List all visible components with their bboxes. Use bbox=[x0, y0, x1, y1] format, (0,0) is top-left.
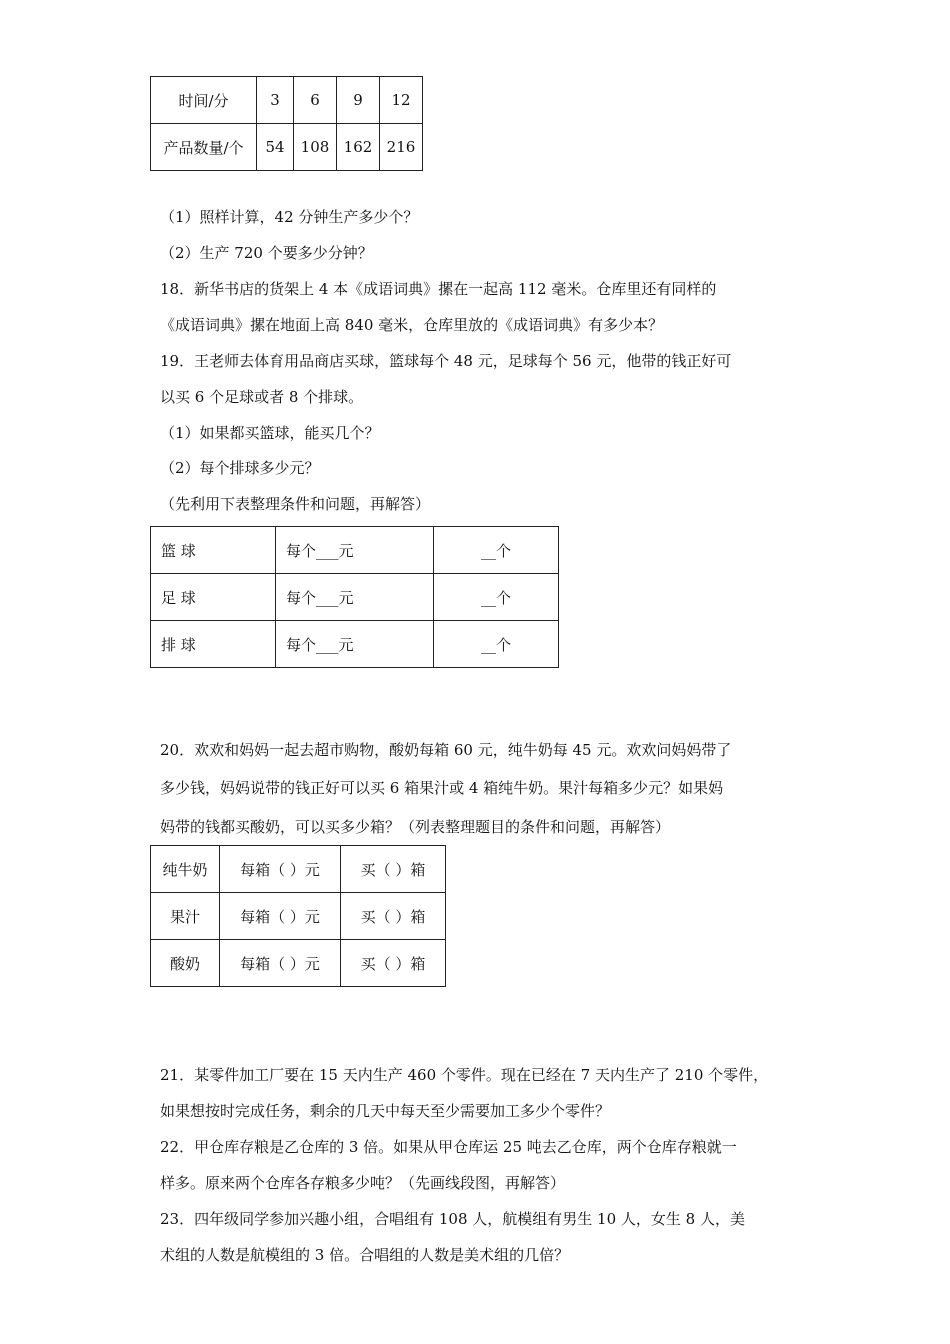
row-header: 酸奶 bbox=[151, 940, 220, 987]
row-header: 时间/分 bbox=[151, 77, 257, 124]
q17-subquestion-1: （1）照样计算，42 分钟生产多少个？ bbox=[160, 208, 419, 226]
table-row bbox=[151, 574, 559, 621]
q21-text-line-1: 21．某零件加工厂要在 15 天内生产 460 个零件。现在已经在 7 天内生产了 210 个零件， bbox=[160, 1066, 769, 1084]
price-cell: 每箱（ ）元 bbox=[220, 846, 341, 893]
price-cell: 每箱（ ）元 bbox=[220, 940, 341, 987]
table-row bbox=[151, 77, 423, 124]
row-header: 篮 球 bbox=[151, 527, 276, 574]
row-header: 足 球 bbox=[151, 574, 276, 621]
count-cell: __个 bbox=[434, 527, 559, 574]
drink-price-table bbox=[150, 845, 446, 987]
row-header: 产品数量/个 bbox=[151, 124, 257, 171]
q23-text-line-2: 术组的人数是航模组的 3 倍。合唱组的人数是美术组的几倍？ bbox=[160, 1246, 570, 1264]
table-cell: 162 bbox=[337, 124, 380, 171]
row-header: 纯牛奶 bbox=[151, 846, 220, 893]
price-cell: 每个___元 bbox=[276, 574, 434, 621]
row-header: 果汁 bbox=[151, 893, 220, 940]
price-cell: 每个___元 bbox=[276, 527, 434, 574]
q19-note: （先利用下表整理条件和问题，再解答） bbox=[160, 495, 431, 513]
table-cell: 9 bbox=[337, 77, 380, 124]
table-cell: 12 bbox=[380, 77, 423, 124]
q19-subquestion-1: （1）如果都买篮球，能买几个？ bbox=[160, 424, 380, 442]
table-row bbox=[151, 527, 559, 574]
q22-text-line-2: 样多。原来两个仓库各存粮多少吨？（先画线段图，再解答） bbox=[160, 1174, 566, 1192]
price-cell: 每箱（ ）元 bbox=[220, 893, 341, 940]
row-header: 排 球 bbox=[151, 621, 276, 668]
table-row bbox=[151, 124, 423, 171]
table-cell: 108 bbox=[294, 124, 337, 171]
count-cell: 买（ ）箱 bbox=[341, 893, 446, 940]
table-row bbox=[151, 621, 559, 668]
q21-text-line-2: 如果想按时完成任务，剩余的几天中每天至少需要加工多少个零件？ bbox=[160, 1102, 611, 1120]
q19-text-line-2: 以买 6 个足球或者 8 个排球。 bbox=[160, 388, 364, 406]
q23-text-line-1: 23．四年级同学参加兴趣小组，合唱组有 108 人，航模组有男生 10 人，女生 8 人，美 bbox=[160, 1210, 745, 1228]
count-cell: 买（ ）箱 bbox=[341, 940, 446, 987]
count-cell: 买（ ）箱 bbox=[341, 846, 446, 893]
table-cell: 216 bbox=[380, 124, 423, 171]
q20-text-line-3: 妈带的钱都买酸奶，可以买多少箱？（列表整理题目的条件和问题，再解答） bbox=[160, 818, 671, 836]
q20-text-line-1: 20．欢欢和妈妈一起去超市购物，酸奶每箱 60 元，纯牛奶每 45 元。欢欢问妈妈带了 bbox=[160, 741, 732, 759]
q19-subquestion-2: （2）每个排球多少元？ bbox=[160, 459, 320, 477]
count-cell: __个 bbox=[434, 621, 559, 668]
table-cell: 54 bbox=[257, 124, 294, 171]
q17-subquestion-2: （2）生产 720 个要多少分钟？ bbox=[160, 244, 373, 262]
ball-price-table bbox=[150, 526, 559, 668]
table-cell: 3 bbox=[257, 77, 294, 124]
table-row bbox=[151, 940, 446, 987]
table-row bbox=[151, 846, 446, 893]
q18-text-line-1: 18．新华书店的货架上 4 本《成语词典》摞在一起高 112 毫米。仓库里还有同样的 bbox=[160, 280, 717, 298]
q19-text-line-1: 19．王老师去体育用品商店买球，篮球每个 48 元，足球每个 56 元，他带的钱正好可 bbox=[160, 352, 732, 370]
table-row bbox=[151, 893, 446, 940]
q18-text-line-2: 《成语词典》摞在地面上高 840 毫米，仓库里放的《成语词典》有多少本？ bbox=[160, 316, 664, 334]
time-quantity-table bbox=[150, 76, 423, 171]
table-cell: 6 bbox=[294, 77, 337, 124]
count-cell: __个 bbox=[434, 574, 559, 621]
price-cell: 每个___元 bbox=[276, 621, 434, 668]
q20-text-line-2: 多少钱，妈妈说带的钱正好可以买 6 箱果汁或 4 箱纯牛奶。果汁每箱多少元？如果妈 bbox=[160, 779, 724, 797]
q22-text-line-1: 22．甲仓库存粮是乙仓库的 3 倍。如果从甲仓库运 25 吨去乙仓库，两个仓库存粮就一 bbox=[160, 1138, 737, 1156]
